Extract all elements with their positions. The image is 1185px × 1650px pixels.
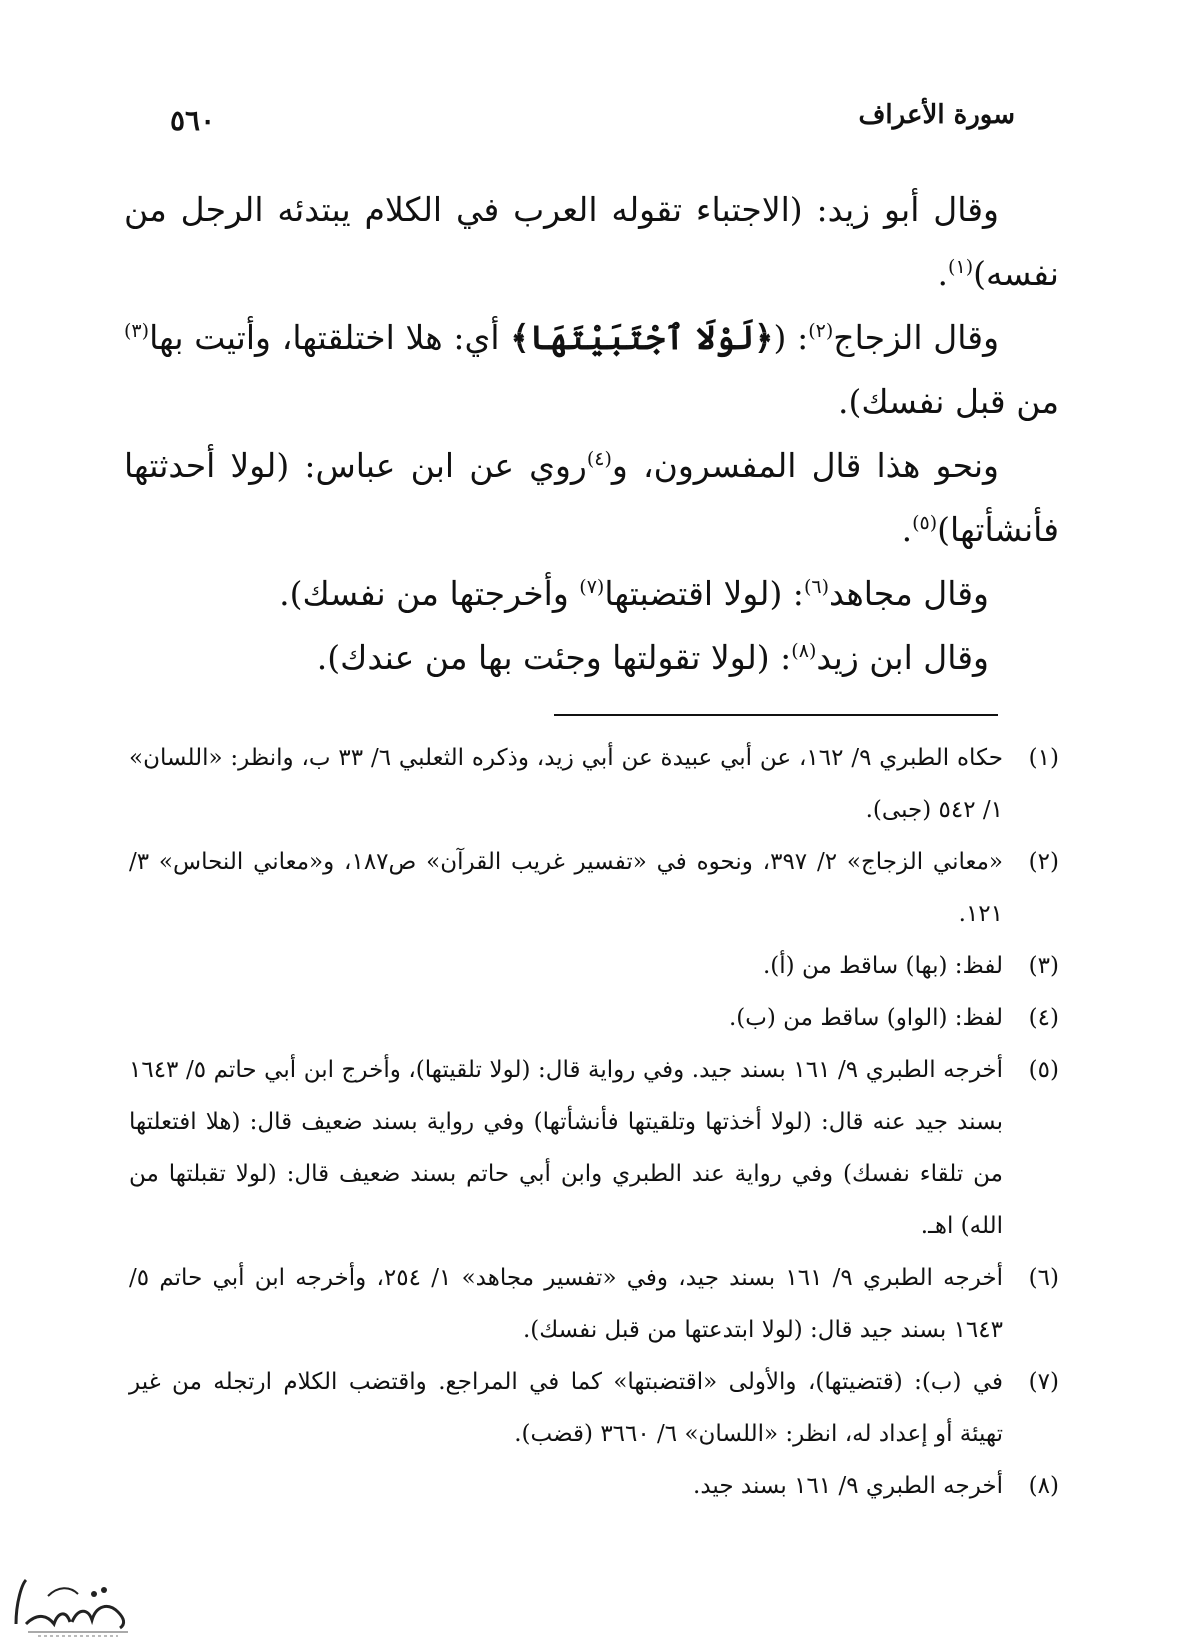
main-text [124,178,1059,690]
footnote-2 [129,836,1059,940]
footnote-6 [129,1252,1059,1356]
paragraph-abu-zayd: وقال أبو زيد: (الاجتباء تقوله العرب في الكلام يبتدئه الرجل من نفسه)$^{(١)}$. [124,190,1059,293]
footnote-ref-8[interactable]: (٨) [791,640,817,662]
footnote-text: حكاه الطبري ٩/ ١٦٢، عن أبي عبيدة عن أبي زيد، وذكره الثعلبي ٦/ ٣٣ ب، وانظر: «اللسان» ١/ ٥٤٢ (جبى). [129,745,1003,823]
page-header [170,100,1015,144]
footnote-ref-2[interactable]: (٢) [808,320,834,342]
footnote-number: (٧) [1028,1369,1059,1395]
paragraph-zajjaj: وقال الزجاج$^{(٢)}$: (﴿لَوْلَا ٱجْتَبَيْتَهَا﴾ أي: هلا اختلقتها، وأتيت بها$^{(٣)}$ من قبل نفسك). [124,318,1059,421]
footnotes-section [129,732,1059,1512]
footnote-number: (٦) [1028,1265,1059,1291]
footnote-number: (٨) [1028,1473,1059,1499]
footnote-number: (٥) [1028,1057,1059,1083]
footnote-8 [129,1460,1059,1512]
footnote-number: (٢) [1028,849,1059,875]
footnote-text: «معاني الزجاج» ٢/ ٣٩٧، ونحوه في «تفسير غريب القرآن» ص١٨٧، و«معاني النحاس» ٣/ ١٢١. [129,849,1003,927]
footnote-ref-3[interactable]: (٣) [124,320,150,342]
footnote-number: (٣) [1028,953,1059,979]
footnote-5 [129,1044,1059,1252]
footnote-text: لفظ: (الواو) ساقط من (ب). [728,1005,1003,1031]
quran-quote: ﴿لَوْلَا ٱجْتَبَيْتَهَا﴾ [510,318,774,357]
footnote-7 [129,1356,1059,1460]
footnote-text: لفظ: (بها) ساقط من (أ). [762,953,1003,979]
footnote-text: في (ب): (قتضيتها)، والأولى «اقتضبتها» كما في المراجع. واقتضب الكلام ارتجله من غير تهيئة أو إعداد له، انظر: «اللسان» ٦/ ٣٦٦٠ (قضب). [129,1369,1003,1447]
footnote-4 [129,992,1059,1044]
footnote-text: أخرجه الطبري ٩/ ١٦١ بسند جيد، وفي «تفسير مجاهد» ١/ ٢٥٤، وأخرجه ابن أبي حاتم ٥/ ١٦٤٣ بسند جيد قال: (لولا ابتدعتها من قبل نفسك). [129,1265,1004,1343]
footnote-ref-5[interactable]: (٥) [912,512,938,534]
footnote-ref-1[interactable]: (١) [948,256,974,278]
footnote-1 [129,732,1059,836]
footnote-text: أخرجه الطبري ٩/ ١٦١ بسند جيد. وفي رواية قال: (لولا تلقيتها)، وأخرج ابن أبي حاتم ٥/ ١٦٤٣ بسند جيد عنه قال: (لولا أخذتها وتلقيتها فأنشأتها) وفي رواية بسند ضعيف قال: (هلا افتعلتها من تلقاء نفسك) وفي رواية عند الطبري وابن أبي حاتم بسند ضعيف قال: (لولا تقبلتها من الله) اهـ. [129,1057,1004,1239]
paragraph-mujahid: وقال مجاهد$^{(٦)}$: (لولا اقتضبتها$^{(٧)}$ وأخرجتها من نفسك). [279,574,989,613]
footnote-3 [129,940,1059,992]
page-number: ٥٦٠ [170,104,216,137]
footnote-text: أخرجه الطبري ٩/ ١٦١ بسند جيد. [693,1473,1003,1499]
publisher-logo-stamp-icon [8,1572,136,1640]
footnote-ref-4[interactable]: (٤) [586,448,612,470]
footnote-number: (١) [1028,745,1059,771]
footnote-ref-6[interactable]: (٦) [803,576,829,598]
footnote-number: (٤) [1028,1005,1059,1031]
paragraph-ibn-abbas: ونحو هذا قال المفسرون، و$^{(٤)}$روي عن ابن عباس: (لولا أحدثتها فأنشأتها)$^{(٥)}$. [124,446,1059,549]
footnote-ref-7[interactable]: (٧) [579,576,605,598]
surah-title: سورة الأعراف [858,100,1015,130]
paragraph-ibn-zayd: وقال ابن زيد$^{(٨)}$: (لولا تقولتها وجئت بها من عندك). [316,638,989,677]
footnote-separator [554,714,998,716]
